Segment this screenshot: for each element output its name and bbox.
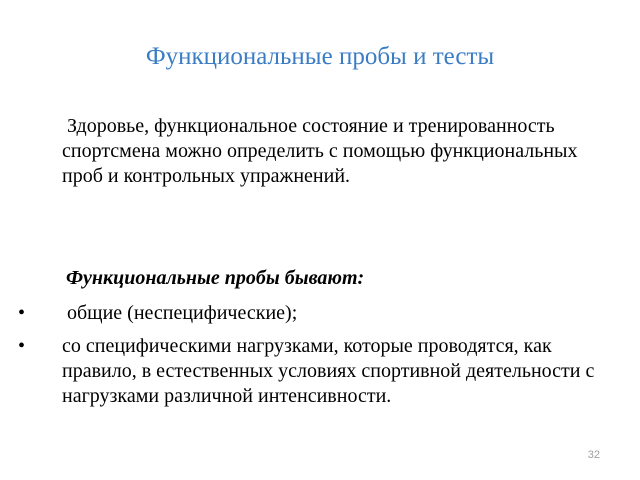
subheading: Функциональные пробы бывают:: [66, 267, 365, 289]
bullet-list: [18, 301, 612, 417]
slide-title: Функциональные пробы и тесты: [145, 43, 495, 70]
list-item-text: со специфическими нагрузками, которые проводятся, как правило, в естественных условиях спортивной деятельности с нагрузками различной интенсивности.: [62, 335, 595, 407]
bullet-icon: •: [18, 302, 26, 324]
list-item-text: общие (неспецифические);: [62, 302, 298, 324]
page-number: 32: [587, 449, 600, 461]
intro-paragraph: Здоровье, функциональное состояние и тренированность спортсмена можно определить с помощью функциональных проб и контрольных упражнений.: [62, 115, 578, 187]
bullet-icon: •: [18, 335, 26, 357]
list-item: [18, 301, 612, 326]
list-item: [18, 334, 612, 409]
